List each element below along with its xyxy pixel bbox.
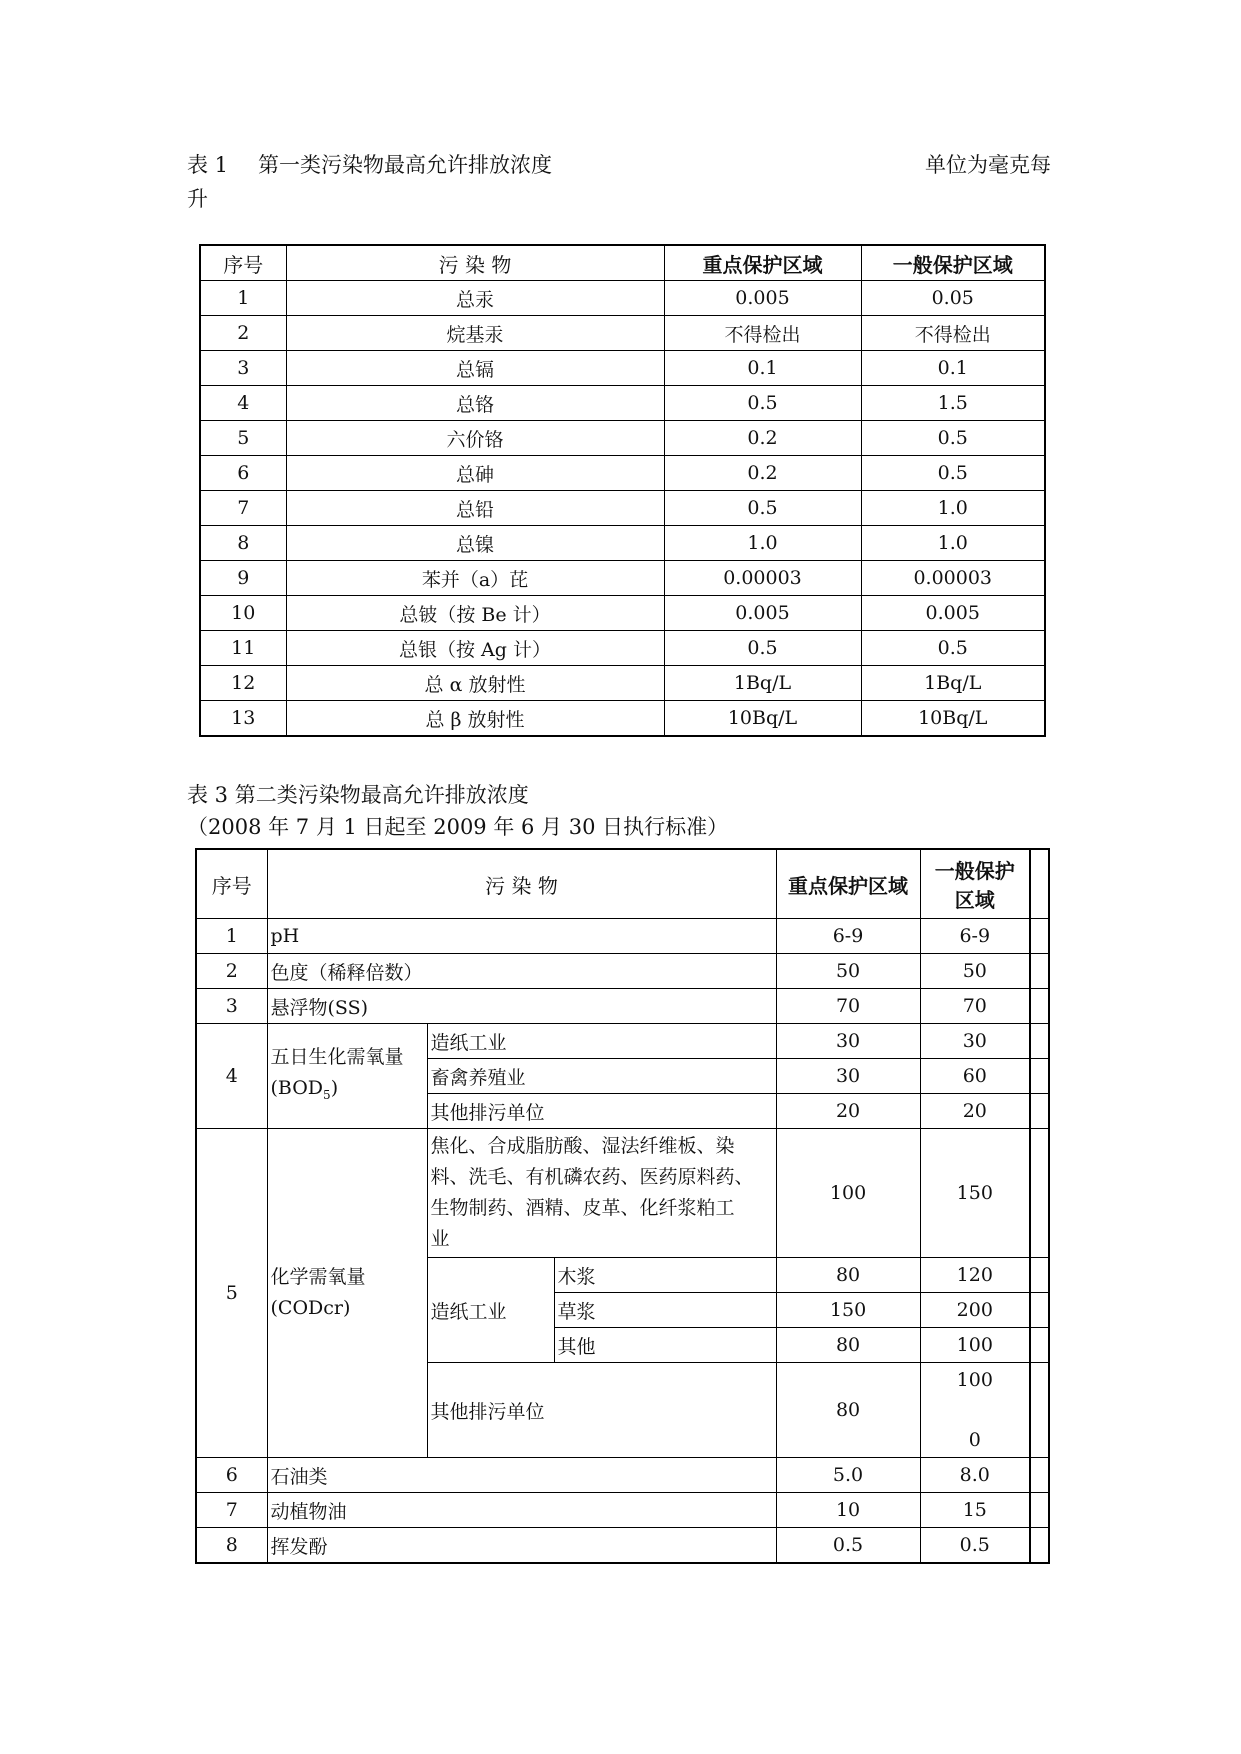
row-no: 11 [200,631,286,666]
header-key-area: 重点保护区域 [664,245,861,281]
pollutant-name-line1: 化学需氧量 [270,1266,366,1288]
industry-name: 其他排污单位 [427,1363,776,1458]
industry-list-line2: 料、洗毛、有机磷农药、医药原料药、 [430,1166,754,1188]
key-area-value: 0.1 [664,351,861,386]
table-row [196,1493,1049,1528]
general-area-value: 0.00003 [861,561,1045,596]
table-row [200,631,1045,666]
table1-unit: 单位为毫克每 [925,153,1051,177]
extra-column-cell [1030,919,1049,954]
extra-column-cell [1030,1458,1049,1493]
pulp-type: 其他 [554,1328,776,1363]
general-area-value: 100 [920,1328,1030,1363]
table1-body [200,245,1045,736]
table-row [200,421,1045,456]
key-area-value: 0.5 [776,1528,920,1564]
extra-column-cell [1030,1094,1049,1129]
key-area-value: 0.005 [664,596,861,631]
table3-header-row [196,849,1049,919]
row-no: 5 [200,421,286,456]
key-area-value: 0.5 [664,491,861,526]
key-area-value: 100 [776,1129,920,1258]
key-area-value: 5.0 [776,1458,920,1493]
pollutant-name-line1: 五日生化需氧量 [270,1045,404,1068]
key-area-value: 30 [776,1059,920,1094]
extra-column-cell [1030,989,1049,1024]
pollutant-name: pH [267,919,776,954]
pollutant-name [267,1129,427,1458]
key-area-value: 30 [776,1024,920,1059]
general-area-value: 0.1 [861,351,1045,386]
table-row [200,281,1045,316]
header-no: 序号 [196,849,267,919]
general-area-value: 0.5 [861,421,1045,456]
row-no: 4 [200,386,286,421]
pollutant-name: 总铍（按 Be 计） [286,596,664,631]
table-row [200,316,1045,351]
table-row [196,989,1049,1024]
header-general-area: 一般保护区域 [861,245,1045,281]
extra-column-cell [1030,1059,1049,1094]
table-row [200,596,1045,631]
general-area-value-line2: 0 [968,1429,981,1451]
general-area-value-gap [921,1395,1030,1425]
industry-name: 其他排污单位 [427,1094,776,1129]
general-area-value [920,1363,1030,1458]
row-no: 7 [196,1493,267,1528]
general-area-value: 150 [920,1129,1030,1258]
pollutant-name: 总砷 [286,456,664,491]
general-area-value: 0.5 [920,1528,1030,1564]
bod-subscript: 5 [323,1087,331,1102]
general-area-value: 1Bq/L [861,666,1045,701]
industry-list-line4: 业 [430,1228,450,1250]
pollutant-name: 石油类 [267,1458,776,1493]
pollutant-name: 总镍 [286,526,664,561]
extra-column-cell [1030,1258,1049,1293]
general-area-value: 1.0 [861,526,1045,561]
general-area-value: 20 [920,1094,1030,1129]
row-no: 6 [200,456,286,491]
table-row [196,919,1049,954]
row-no: 3 [196,989,267,1024]
table1 [199,244,1046,737]
key-area-value: 10Bq/L [664,701,861,737]
table-row [200,561,1045,596]
key-area-value: 80 [776,1363,920,1458]
pollutant-name: 六价铬 [286,421,664,456]
pulp-type: 木浆 [554,1258,776,1293]
table-row [200,386,1045,421]
key-area-value: 10 [776,1493,920,1528]
key-area-value: 0.5 [664,386,861,421]
general-area-value: 1.0 [861,491,1045,526]
header-general-area-line1: 一般保护 [934,859,1015,883]
row-no: 1 [196,919,267,954]
table-row [196,1458,1049,1493]
row-no: 6 [196,1458,267,1493]
key-area-value: 50 [776,954,920,989]
general-area-value: 不得检出 [861,316,1045,351]
key-area-value: 80 [776,1258,920,1293]
industry-name: 造纸工业 [427,1258,554,1363]
pollutant-name [267,1024,427,1129]
key-area-value: 0.2 [664,456,861,491]
pollutant-name: 色度（稀释倍数） [267,954,776,989]
key-area-value: 0.5 [664,631,861,666]
extra-column-cell [1030,1129,1049,1258]
general-area-value: 120 [920,1258,1030,1293]
extra-column-cell [1030,1528,1049,1564]
table-row [200,456,1045,491]
pollutant-name: 总镉 [286,351,664,386]
table3-caption: 表 3 第二类污染物最高允许排放浓度 [187,783,529,807]
row-no: 9 [200,561,286,596]
table1-header-row [200,245,1045,281]
general-area-value: 1.5 [861,386,1045,421]
table1-caption-label: 表 1 [187,153,229,177]
table1-caption-title: 第一类污染物最高允许排放浓度 [258,153,552,177]
table-row [200,701,1045,737]
extra-column-cell [1030,954,1049,989]
row-no: 7 [200,491,286,526]
general-area-value: 8.0 [920,1458,1030,1493]
key-area-value: 不得检出 [664,316,861,351]
row-no: 5 [196,1129,267,1458]
general-area-value: 10Bq/L [861,701,1045,737]
general-area-value: 6-9 [920,919,1030,954]
row-no: 4 [196,1024,267,1129]
key-area-value: 1.0 [664,526,861,561]
pollutant-name: 烷基汞 [286,316,664,351]
table1-unit-wrap: 升 [187,187,208,211]
general-area-value: 50 [920,954,1030,989]
general-area-value: 0.5 [861,631,1045,666]
header-no: 序号 [200,245,286,281]
table-row [200,491,1045,526]
pollutant-name: 悬浮物(SS) [267,989,776,1024]
pollutant-name: 挥发酚 [267,1528,776,1564]
general-area-value: 15 [920,1493,1030,1528]
table-row [196,954,1049,989]
extra-column-cell [1030,1024,1049,1059]
industry-list [427,1129,776,1258]
bod-suffix: ) [330,1076,339,1099]
general-area-value: 0.5 [861,456,1045,491]
key-area-value: 6-9 [776,919,920,954]
row-no: 10 [200,596,286,631]
pollutant-name-line2: (CODcr) [270,1297,351,1319]
pulp-type: 草浆 [554,1293,776,1328]
extra-column-cell [1030,1293,1049,1328]
header-key-area: 重点保护区域 [776,849,920,919]
general-area-value: 60 [920,1059,1030,1094]
header-general-area-line2: 区域 [954,888,995,912]
pollutant-name: 苯并（a）芘 [286,561,664,596]
table-row [196,1129,1049,1258]
table-row [196,1024,1049,1059]
general-area-value: 200 [920,1293,1030,1328]
table3-caption-period: （2008 年 7 月 1 日起至 2009 年 6 月 30 日执行标准） [187,815,729,839]
pollutant-name: 总铅 [286,491,664,526]
key-area-value: 70 [776,989,920,1024]
extra-column-cell [1030,1328,1049,1363]
industry-name: 造纸工业 [427,1024,776,1059]
general-area-value-line1: 100 [956,1369,993,1391]
pollutant-name: 动植物油 [267,1493,776,1528]
general-area-value: 70 [920,989,1030,1024]
key-area-value: 0.00003 [664,561,861,596]
general-area-value: 0.005 [861,596,1045,631]
key-area-value: 1Bq/L [664,666,861,701]
row-no: 8 [200,526,286,561]
pollutant-name: 总银（按 Ag 计） [286,631,664,666]
row-no: 12 [200,666,286,701]
table-row [200,666,1045,701]
pollutant-name-line2 [271,1073,427,1111]
row-no: 2 [200,316,286,351]
key-area-value: 0.005 [664,281,861,316]
row-no: 3 [200,351,286,386]
pollutant-name: 总汞 [286,281,664,316]
key-area-value: 80 [776,1328,920,1363]
header-general-area [920,849,1030,919]
pollutant-name: 总 β 放射性 [286,701,664,737]
row-no: 2 [196,954,267,989]
industry-list-line1: 焦化、合成脂肪酸、湿法纤维板、染 [430,1135,735,1157]
extra-column-cell [1030,1363,1049,1458]
table-row [200,351,1045,386]
table3 [195,848,1050,1564]
pollutant-name: 总铬 [286,386,664,421]
key-area-value: 20 [776,1094,920,1129]
header-pollutant: 污 染 物 [286,245,664,281]
row-no: 1 [200,281,286,316]
pollutant-name: 总 α 放射性 [286,666,664,701]
key-area-value: 0.2 [664,421,861,456]
table-row [196,1528,1049,1564]
extra-column-cell [1030,1493,1049,1528]
table-row [200,526,1045,561]
bod-prefix: (BOD [270,1076,324,1099]
industry-name: 畜禽养殖业 [427,1059,776,1094]
general-area-value: 0.05 [861,281,1045,316]
general-area-value: 30 [920,1024,1030,1059]
header-pollutant: 污 染 物 [267,849,776,919]
industry-list-line3: 生物制药、酒精、皮革、化纤浆粕工 [430,1197,735,1219]
extra-column-cell [1030,849,1049,919]
key-area-value: 150 [776,1293,920,1328]
row-no: 13 [200,701,286,737]
row-no: 8 [196,1528,267,1564]
